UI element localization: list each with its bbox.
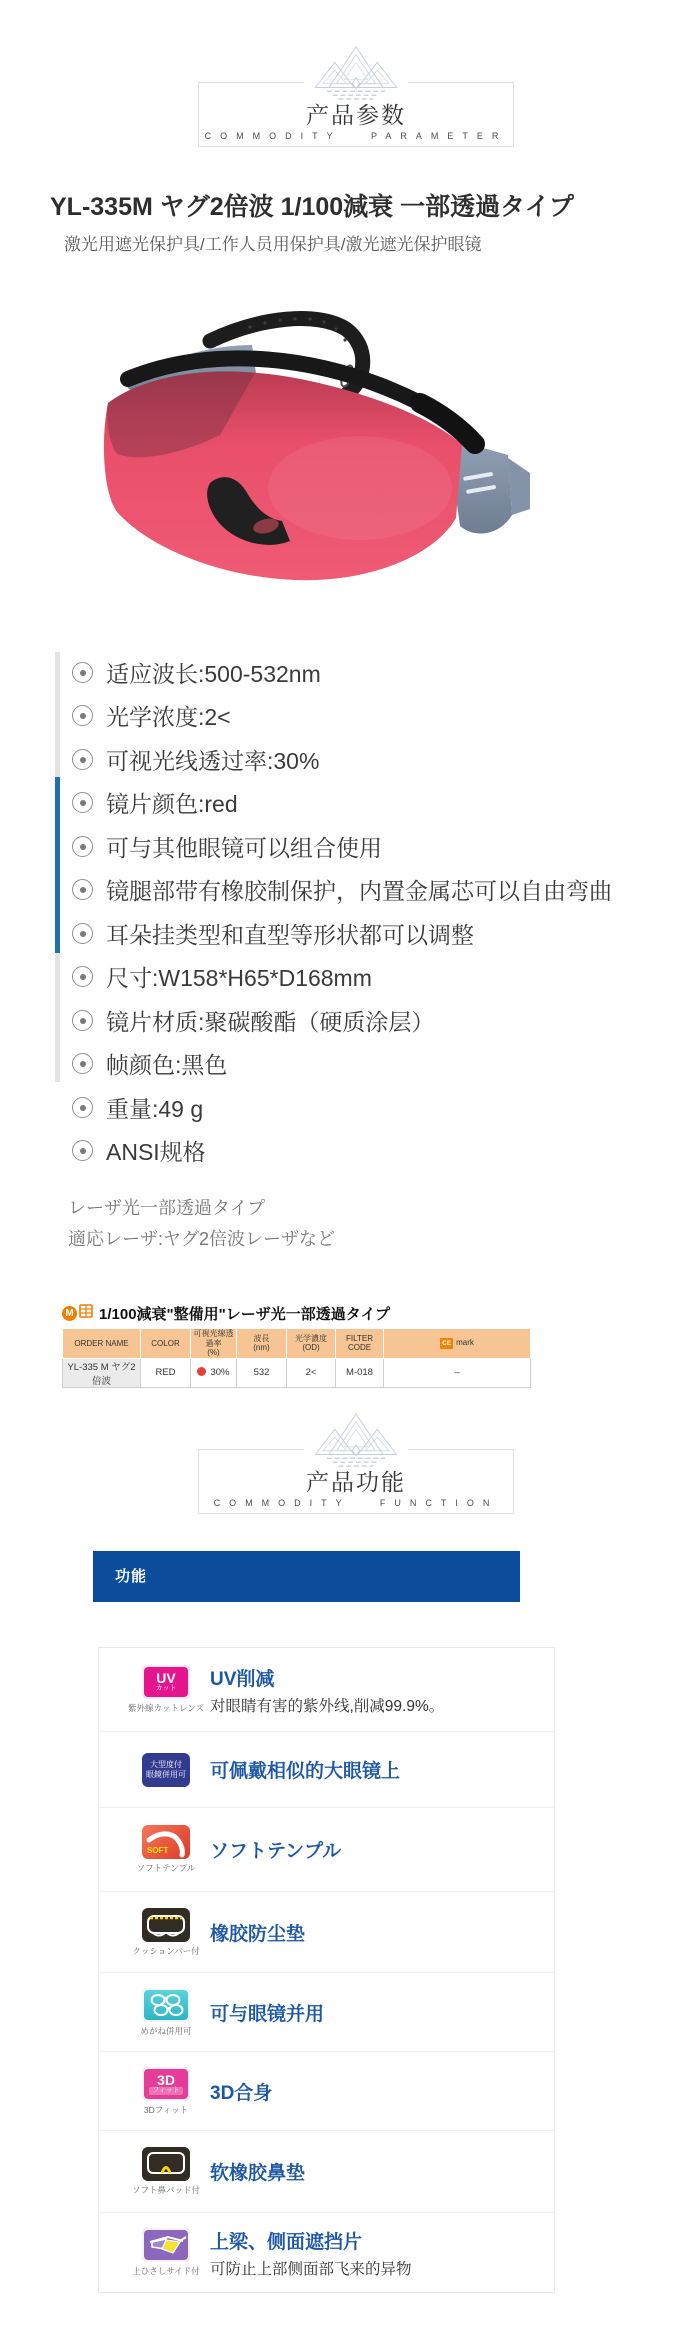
product-title: YL-335M ヤグ2倍波 1/100減衰 一部透過タイプ bbox=[50, 193, 574, 221]
bullet-icon bbox=[72, 1053, 93, 1074]
spec-text: 可视光线透过率:30% bbox=[106, 748, 320, 774]
col-od: 光学濃度 (OD) bbox=[287, 1329, 336, 1359]
cell-ce: – bbox=[384, 1358, 531, 1387]
spec-item bbox=[72, 743, 672, 776]
feature-icon-col bbox=[132, 1753, 200, 1787]
bullet-icon bbox=[72, 836, 93, 857]
table-title: 1/100減衰"整備用"レーザ光一部透過タイプ bbox=[99, 1305, 391, 1323]
spec-text: 镜腿部带有橡胶制保护，内置金属芯可以自由弯曲 bbox=[106, 878, 612, 904]
feature-icon-col bbox=[132, 1825, 200, 1874]
col-color: COLOR bbox=[141, 1329, 191, 1359]
product-subtitle: 激光用遮光保护具/工作人员用保护具/激光遮光保护眼镜 bbox=[64, 235, 482, 254]
feature-icon-col bbox=[132, 2067, 200, 2116]
cell-order-name: YL-335 M ヤグ2倍波 bbox=[63, 1358, 141, 1387]
feature-icon-col bbox=[132, 1908, 200, 1957]
table-title-bar bbox=[62, 1303, 530, 1323]
feature-title: 软橡胶鼻垫 bbox=[210, 2163, 306, 2184]
product-image-glasses bbox=[60, 283, 530, 605]
feature-row-large-glasses bbox=[99, 1732, 554, 1808]
spec-text: 镜片颜色:red bbox=[106, 791, 238, 817]
cushion-goggle-icon bbox=[142, 1908, 190, 1942]
feature-icon-col bbox=[132, 2147, 200, 2196]
bullet-icon bbox=[72, 662, 93, 683]
spec-scrollbar-track bbox=[55, 652, 60, 1082]
bullet-icon bbox=[72, 1140, 93, 1161]
spec-text: 适应波长:500-532nm bbox=[106, 661, 321, 687]
section-subtitle-functions: COMMODITY FUNCTION bbox=[213, 1498, 499, 1508]
spec-item bbox=[72, 786, 672, 819]
bullet-icon bbox=[72, 966, 93, 987]
note-line: レーザ光一部透過タイプ bbox=[68, 1198, 266, 1218]
feature-desc: 可防止上部侧面部飞来的异物 bbox=[210, 2260, 412, 2278]
section-header-parameters bbox=[198, 82, 514, 147]
feature-title: ソフトテンプル bbox=[210, 1841, 342, 1862]
feature-title: 橡胶防尘垫 bbox=[210, 1923, 306, 1945]
feature-row-soft-temple bbox=[99, 1808, 554, 1892]
feature-icon-caption: 3Dフィット bbox=[143, 2104, 189, 2115]
features-card bbox=[98, 1647, 555, 2293]
mountain-icon bbox=[304, 39, 408, 101]
table-header-row bbox=[63, 1329, 531, 1359]
feature-row-cushion bbox=[99, 1892, 554, 1973]
3d-fit-icon: 3D フィット bbox=[142, 2067, 190, 2101]
feature-row-nose-pad bbox=[99, 2131, 554, 2213]
spec-item bbox=[72, 1004, 672, 1037]
feature-row-3d-fit bbox=[99, 2052, 554, 2131]
cell-filter-code: M-018 bbox=[336, 1358, 384, 1387]
spec-text: 镜片材质:聚碳酸酯（硬质涂层） bbox=[106, 1009, 435, 1035]
feature-title: 3D合身 bbox=[210, 2082, 273, 2104]
feature-icon-caption: クッションバー付 bbox=[132, 1945, 200, 1956]
uv-cut-icon: UV カット bbox=[142, 1665, 190, 1699]
feature-row-uv bbox=[99, 1648, 554, 1732]
feature-desc: 对眼睛有害的紫外线,削减99.9%。 bbox=[210, 1697, 445, 1715]
nose-pad-icon bbox=[142, 2147, 190, 2181]
feature-icon-caption: 上ひさしサイド付 bbox=[132, 2266, 200, 2276]
feature-title: UV削减 bbox=[210, 1668, 275, 1690]
spec-item bbox=[72, 656, 672, 689]
spec-item bbox=[72, 960, 672, 993]
laser-type-notes bbox=[68, 1193, 335, 1255]
feature-row-side-shield bbox=[99, 2213, 554, 2292]
spec-text: 可与其他眼镜可以组合使用 bbox=[106, 835, 382, 861]
feature-icon-col bbox=[132, 1988, 200, 2037]
bullet-icon bbox=[72, 1010, 93, 1031]
function-panel-label: 功能 bbox=[115, 1568, 148, 1585]
spec-item bbox=[72, 830, 672, 863]
cell-color: RED bbox=[141, 1358, 191, 1387]
bullet-icon bbox=[72, 923, 93, 944]
cell-wavelength: 532 bbox=[237, 1358, 287, 1387]
spec-text: 耳朵挂类型和直型等形状都可以调整 bbox=[106, 922, 474, 948]
spec-table bbox=[62, 1328, 531, 1388]
spec-item bbox=[72, 873, 672, 906]
soft-temple-icon: SOFT bbox=[142, 1825, 190, 1859]
red-dot-icon bbox=[197, 1367, 206, 1376]
large-glasses-icon: 大型度付 眼鏡併用可 bbox=[142, 1753, 190, 1787]
feature-icon-col bbox=[132, 2228, 200, 2277]
function-panel-header bbox=[93, 1551, 520, 1602]
spec-text: 帧颜色:黑色 bbox=[106, 1052, 228, 1078]
bullet-icon bbox=[72, 879, 93, 900]
feature-title: 可佩戴相似的大眼镜上 bbox=[210, 1761, 401, 1782]
table-grid-icon bbox=[79, 1304, 93, 1323]
feature-title: 可与眼镜并用 bbox=[210, 2003, 325, 2025]
section-title-parameters: 产品参数 bbox=[306, 102, 406, 128]
section-subtitle-parameters: COMMODITY PARAMETER bbox=[204, 131, 508, 141]
spec-item bbox=[72, 1134, 672, 1167]
note-line: 適応レーザ:ヤグ2倍波レーザなど bbox=[68, 1229, 336, 1249]
bullet-icon bbox=[72, 1097, 93, 1118]
spec-item bbox=[72, 1091, 672, 1124]
bullet-icon bbox=[72, 749, 93, 770]
table-data-row bbox=[63, 1358, 531, 1387]
col-filter-code: FILTER CODE bbox=[336, 1329, 384, 1359]
feature-icon-caption: 紫外線カットレンズ bbox=[128, 1703, 204, 1713]
cell-od: 2< bbox=[287, 1358, 336, 1387]
feature-icon-caption: ソフトテンプル bbox=[136, 1863, 196, 1873]
section-header-functions bbox=[198, 1449, 514, 1514]
spec-scrollbar-thumb[interactable] bbox=[55, 777, 60, 953]
spec-table-block bbox=[62, 1303, 530, 1388]
spec-text: ANSI规格 bbox=[106, 1139, 206, 1165]
spec-text: 重量:49 g bbox=[106, 1096, 204, 1122]
spec-item bbox=[72, 699, 672, 732]
section-title-functions: 产品功能 bbox=[306, 1469, 406, 1495]
col-ce-mark: CE mark bbox=[384, 1329, 531, 1359]
mountain-icon bbox=[304, 1406, 408, 1468]
ce-mark-icon: CE bbox=[440, 1338, 453, 1350]
feature-icon-caption: めがね併用可 bbox=[140, 2025, 192, 2036]
feature-icon-caption: ソフト鼻パッド付 bbox=[132, 2185, 201, 2195]
bullet-icon bbox=[72, 792, 93, 813]
bullet-icon bbox=[72, 705, 93, 726]
col-transmittance: 可視光線透過率 (%) bbox=[191, 1329, 237, 1359]
over-glasses-icon bbox=[142, 1988, 190, 2022]
feature-icon-col bbox=[128, 1665, 204, 1714]
feature-row-with-glasses bbox=[99, 1973, 554, 2052]
col-wavelength: 波長 (nm) bbox=[237, 1329, 287, 1359]
m-badge-icon: M bbox=[62, 1306, 77, 1321]
spec-text: 尺寸:W158*H65*D168mm bbox=[106, 965, 372, 991]
side-shield-icon bbox=[142, 2228, 190, 2262]
spec-item bbox=[72, 917, 672, 950]
col-order-name: ORDER NAME bbox=[63, 1329, 141, 1359]
spec-item bbox=[72, 1047, 672, 1080]
feature-title: 上梁、侧面遮挡片 bbox=[210, 2231, 363, 2253]
spec-text: 光学浓度:2< bbox=[106, 704, 231, 730]
cell-transmittance: 30% bbox=[191, 1358, 237, 1387]
